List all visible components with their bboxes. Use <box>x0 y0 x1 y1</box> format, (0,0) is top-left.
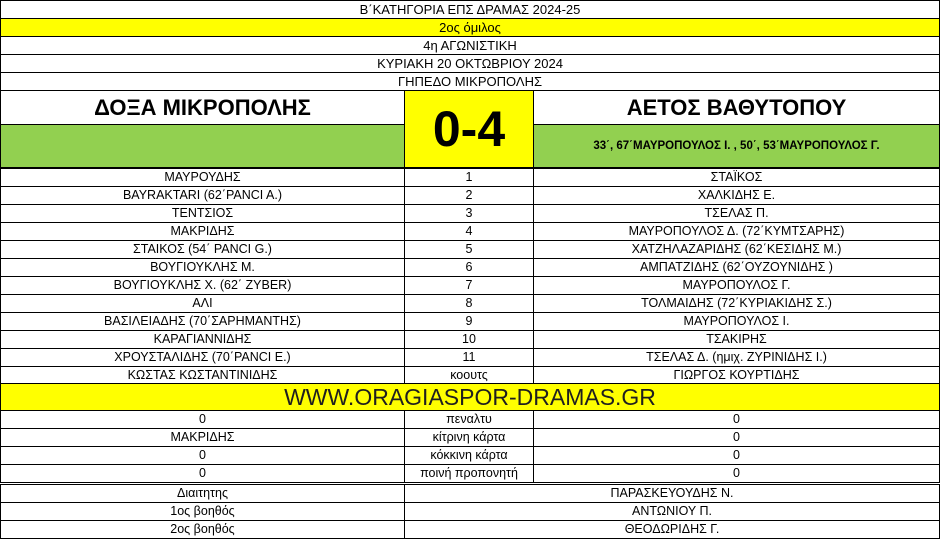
stat-label: κόκκινη κάρτα <box>404 446 534 465</box>
away-player: ΜΑΥΡΟΠΟΥΛΟΣ Ι. <box>533 312 940 331</box>
shirt-number: 9 <box>404 312 534 331</box>
official-name: ΑΝΤΩΝΙΟΥ Π. <box>404 502 940 521</box>
shirt-number: 10 <box>404 330 534 349</box>
away-player: ΜΑΥΡΟΠΟΥΛΟΣ Δ. (72΄ΚΥΜΤΣΑΡΗΣ) <box>533 222 940 241</box>
away-player: ΜΑΥΡΟΠΟΥΛΟΣ Γ. <box>533 276 940 295</box>
home-scorers <box>0 124 405 168</box>
official-name: ΘΕΟΔΩΡΙΔΗΣ Γ. <box>404 520 940 539</box>
home-stat-value: 0 <box>0 410 405 429</box>
away-stat-value: 0 <box>533 446 940 465</box>
shirt-number: 4 <box>404 222 534 241</box>
home-player: ΧΡΟΥΣΤΑΛΙΔΗΣ (70΄PANCI E.) <box>0 348 405 367</box>
away-stat-value: 0 <box>533 410 940 429</box>
home-player: ΒΟΥΓΙΟΥΚΛΗΣ Μ. <box>0 258 405 277</box>
away-team-name: ΑΕΤΟΣ ΒΑΘΥΤΟΠΟΥ <box>533 90 940 125</box>
away-player: ΑΜΠΑΤΖΙΔΗΣ (62΄ΟΥΖΟΥΝΙΔΗΣ ) <box>533 258 940 277</box>
coach-label: κοουτς <box>404 366 534 384</box>
home-stat-value: 0 <box>0 446 405 465</box>
competition-title: Β΄ΚΑΤΗΓΟΡΙΑ ΕΠΣ ΔΡΑΜΑΣ 2024-25 <box>0 0 940 18</box>
final-score: 0-4 <box>404 90 534 168</box>
group-label: 2ος όμιλος <box>0 18 940 36</box>
away-player: ΤΟΛΜΑΙΔΗΣ (72΄ΚΥΡΙΑΚΙΔΗΣ Σ.) <box>533 294 940 313</box>
shirt-number: 6 <box>404 258 534 277</box>
home-player: ΑΛΙ <box>0 294 405 313</box>
shirt-number: 8 <box>404 294 534 313</box>
stat-label: πεναλτυ <box>404 410 534 429</box>
official-role: 1ος βοηθός <box>0 502 405 521</box>
home-stat-value: ΜΑΚΡΙΔΗΣ <box>0 428 405 447</box>
stat-label: ποινή προπονητή <box>404 464 534 483</box>
away-player: ΧΑΛΚΙΔΗΣ Ε. <box>533 186 940 205</box>
home-player: ΒΑΣΙΛΕΙΑΔΗΣ (70΄ΣΑΡΗΜΑΝΤΗΣ) <box>0 312 405 331</box>
away-player: ΣΤΑΪΚΟΣ <box>533 168 940 187</box>
home-coach: ΚΩΣΤΑΣ ΚΩΣΤΑΝΤΙΝΙΔΗΣ <box>0 366 405 384</box>
away-player: ΤΣΑΚΙΡΗΣ <box>533 330 940 349</box>
website-banner: WWW.ORAGIASPOR-DRAMAS.GR <box>0 383 940 411</box>
shirt-number: 11 <box>404 348 534 367</box>
home-stat-value: 0 <box>0 464 405 483</box>
home-player: ΜΑΥΡΟΥΔΗΣ <box>0 168 405 187</box>
home-player: ΤΕΝΤΣΙΟΣ <box>0 204 405 223</box>
away-coach: ΓΙΩΡΓΟΣ ΚΟΥΡΤΙΔΗΣ <box>533 366 940 384</box>
away-stat-value: 0 <box>533 464 940 483</box>
away-player: ΧΑΤΖΗΛΑΖΑΡΙΔΗΣ (62΄ΚΕΣΙΔΗΣ Μ.) <box>533 240 940 259</box>
shirt-number: 2 <box>404 186 534 205</box>
home-team-name: ΔΟΞΑ ΜΙΚΡΟΠΟΛΗΣ <box>0 90 405 125</box>
away-player: ΤΣΕΛΑΣ Π. <box>533 204 940 223</box>
home-player: ΜΑΚΡΙΔΗΣ <box>0 222 405 241</box>
stadium-label: ΓΗΠΕΔΟ ΜΙΚΡΟΠΟΛΗΣ <box>0 72 940 90</box>
home-player: ΒΟΥΓΙΟΥΚΛΗΣ Χ. (62΄ ZYBER) <box>0 276 405 295</box>
shirt-number: 3 <box>404 204 534 223</box>
away-stat-value: 0 <box>533 428 940 447</box>
shirt-number: 1 <box>404 168 534 187</box>
matchday-label: 4η ΑΓΩΝΙΣΤΙΚΗ <box>0 36 940 54</box>
shirt-number: 7 <box>404 276 534 295</box>
home-player: BAYRAKTARI (62΄PANCI A.) <box>0 186 405 205</box>
shirt-number: 5 <box>404 240 534 259</box>
match-date: ΚΥΡΙΑΚΗ 20 ΟΚΤΩΒΡΙΟΥ 2024 <box>0 54 940 72</box>
away-player: ΤΣΕΛΑΣ Δ. (ημιχ. ΖΥΡΙΝΙΔΗΣ Ι.) <box>533 348 940 367</box>
home-player: ΣΤΑΙΚΟΣ (54΄ PANCI G.) <box>0 240 405 259</box>
away-scorers: 33΄, 67΄ΜΑΥΡΟΠΟΥΛΟΣ Ι. , 50΄, 53΄ΜΑΥΡΟΠΟΥΛΟΣ Γ. <box>533 124 940 168</box>
official-name: ΠΑΡΑΣΚΕΥΟΥΔΗΣ Ν. <box>404 484 940 503</box>
official-role: 2ος βοηθός <box>0 520 405 539</box>
official-role: Διαιτητης <box>0 484 405 503</box>
stat-label: κίτρινη κάρτα <box>404 428 534 447</box>
home-player: ΚΑΡΑΓΙΑΝΝΙΔΗΣ <box>0 330 405 349</box>
